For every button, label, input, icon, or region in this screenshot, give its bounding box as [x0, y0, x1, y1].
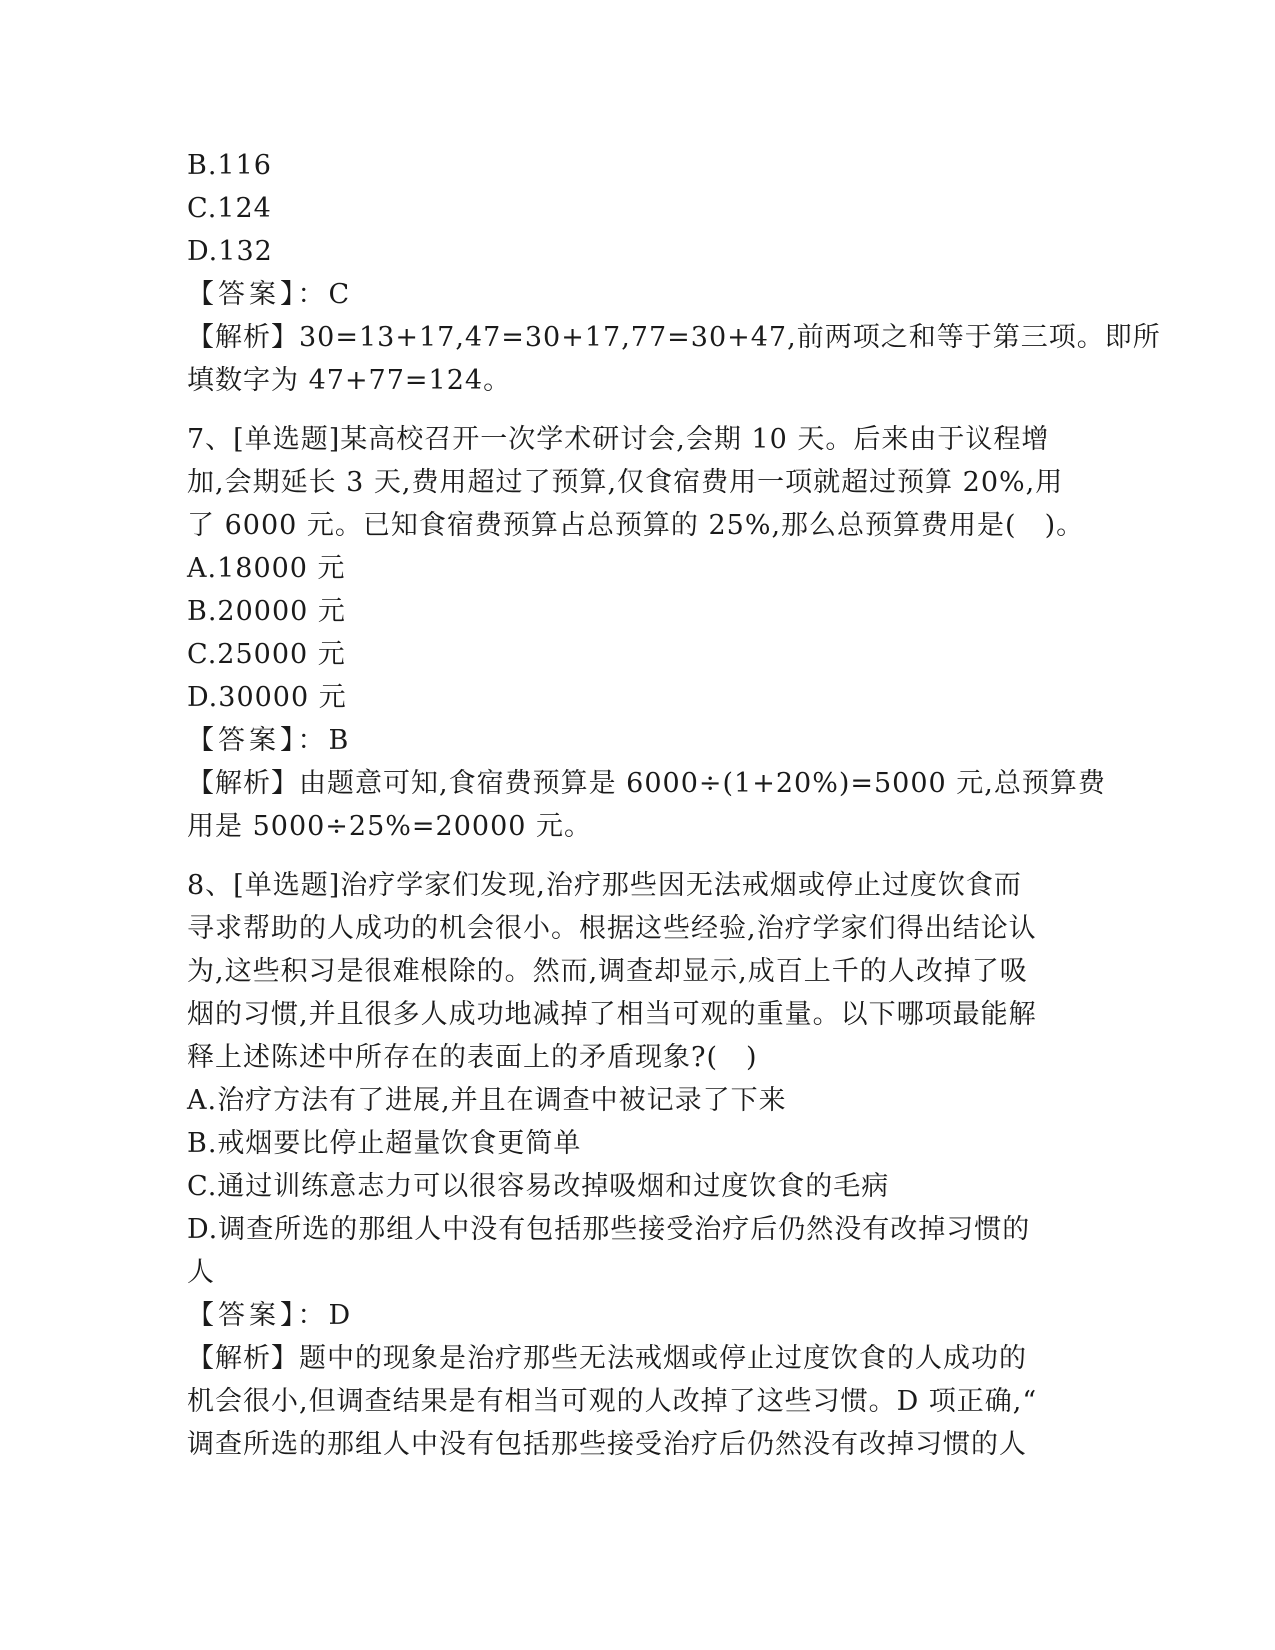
answer-line: 【答案】：C — [187, 279, 354, 310]
explanation-line: 用是 5000÷25%=20000 元。 — [187, 811, 593, 842]
option-d: D.132 — [187, 236, 273, 267]
question-text-line: 加,会期延长 3 天,费用超过了预算,仅食宿费用一项就超过预算 20%,用 — [187, 467, 1064, 498]
explanation-line: 【解析】由题意可知,食宿费预算是 6000÷(1+20%)=5000 元,总预算费 — [187, 768, 1106, 799]
explanation-line: 机会很小,但调查结果是有相当可观的人改掉了这些习惯。D 项正确,“ — [187, 1386, 1038, 1417]
explanation-line: 调查所选的那组人中没有包括那些接受治疗后仍然没有改掉习惯的人 — [187, 1429, 1027, 1460]
question-text-line: 了 6000 元。已知食宿费预算占总预算的 25%,那么总预算费用是( )。 — [187, 510, 1085, 541]
question-text-line: 释上述陈述中所存在的表面上的矛盾现象?( ) — [187, 1042, 758, 1073]
question-text-line: 8、[单选题]治疗学家们发现,治疗那些因无法戒烟或停止过度饮食而 — [187, 870, 1022, 901]
option-c: C.124 — [187, 193, 272, 224]
option-c: C.25000 元 — [187, 639, 346, 670]
option-a: A.18000 元 — [187, 553, 346, 584]
option-a: A.治疗方法有了进展,并且在调查中被记录了下来 — [187, 1085, 787, 1116]
option-b: B.116 — [187, 150, 272, 181]
explanation-line: 【解析】题中的现象是治疗那些无法戒烟或停止过度饮食的人成功的 — [187, 1343, 1027, 1374]
question-text-line: 7、[单选题]某高校召开一次学术研讨会,会期 10 天。后来由于议程增 — [187, 424, 1050, 455]
question-text-line: 寻求帮助的人成功的机会很小。根据这些经验,治疗学家们得出结论认 — [187, 913, 1037, 944]
option-d: D.调查所选的那组人中没有包括那些接受治疗后仍然没有改掉习惯的 — [187, 1214, 1031, 1245]
option-d: D.30000 元 — [187, 682, 347, 713]
answer-line: 【答案】：D — [187, 1300, 355, 1331]
question-8-block — [187, 864, 1087, 1466]
option-c: C.通过训练意志力可以很容易改掉吸烟和过度饮食的毛病 — [187, 1171, 890, 1202]
question-text-line: 为,这些积习是很难根除的。然而,调查却显示,成百上千的人改掉了吸 — [187, 956, 1028, 987]
document-page — [187, 144, 1161, 1466]
answer-line: 【答案】：B — [187, 725, 353, 756]
explanation-line: 【解析】30=13+17,47=30+17,77=30+47,前两项之和等于第三项。即所 — [187, 322, 1161, 353]
option-d-continued: 人 — [187, 1257, 215, 1288]
question-7-block — [187, 418, 1106, 848]
option-b: B.20000 元 — [187, 596, 346, 627]
question-6-block — [187, 144, 1161, 402]
explanation-line: 填数字为 47+77=124。 — [187, 365, 512, 396]
question-text-line: 烟的习惯,并且很多人成功地减掉了相当可观的重量。以下哪项最能解 — [187, 999, 1037, 1030]
option-b: B.戒烟要比停止超量饮食更简单 — [187, 1128, 582, 1159]
